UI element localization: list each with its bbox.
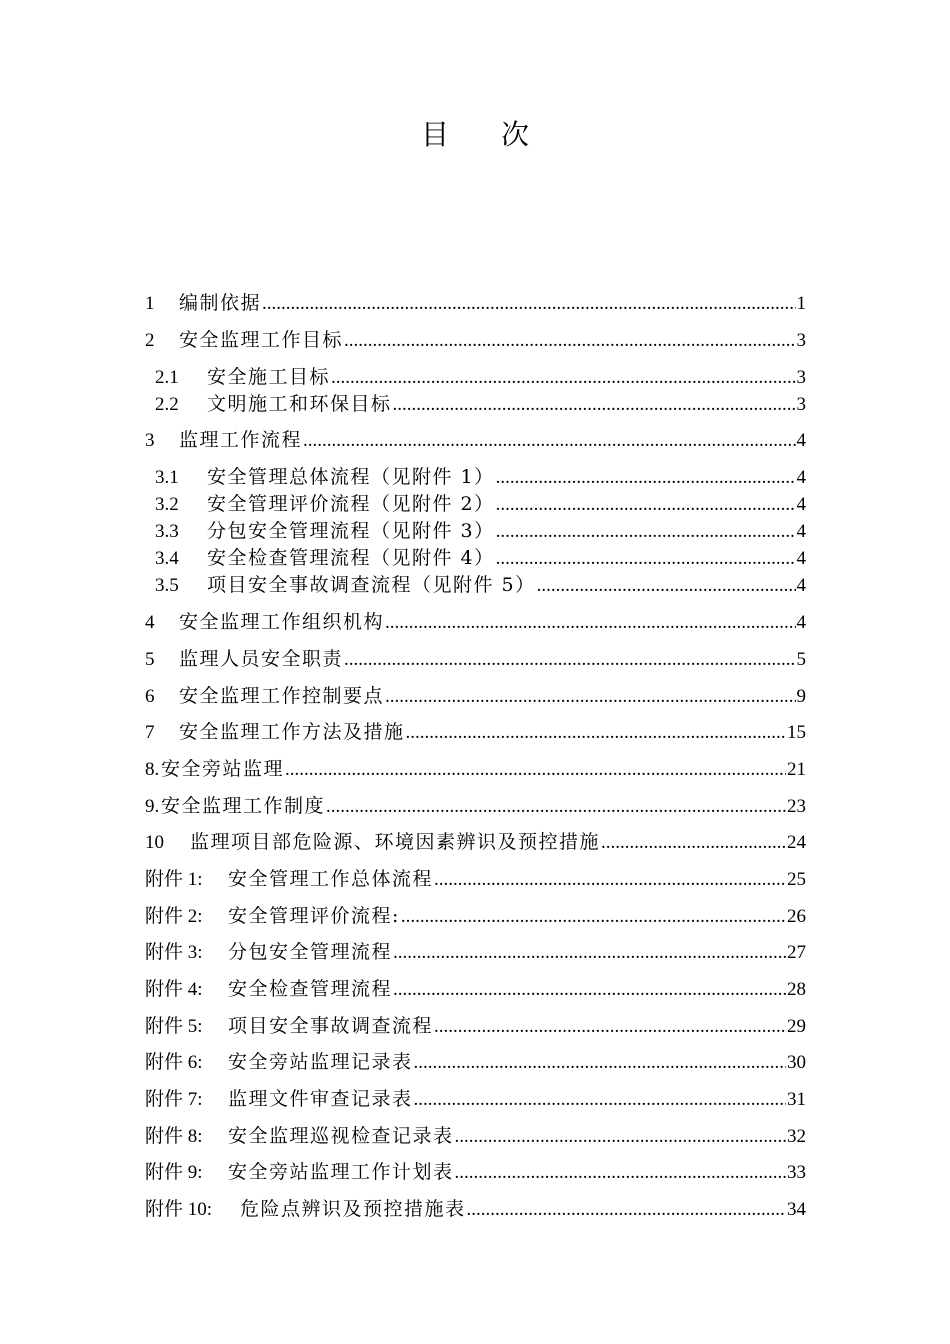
toc-label: 安全管理工作总体流程 (228, 868, 434, 890)
toc-leader (537, 573, 796, 599)
toc-entry[interactable] (155, 518, 806, 545)
toc-leader (344, 328, 795, 354)
toc-number: 附件 9: (145, 1162, 203, 1183)
toc-number: 附件 4: (145, 979, 203, 1000)
toc-entry[interactable] (155, 545, 806, 572)
toc-number: 7 (145, 722, 155, 743)
toc-label: 监理工作流程 (179, 429, 303, 451)
toc-label: 安全监理工作组织机构 (179, 611, 385, 633)
toc-label: 安全检查管理流程 (228, 978, 393, 1000)
toc-label: 安全监理工作制度 (161, 795, 326, 817)
toc-page: 26 (787, 906, 806, 927)
toc-page: 24 (787, 832, 806, 853)
toc-leader (385, 684, 795, 710)
toc-page: 34 (787, 1199, 806, 1220)
toc-page: 30 (787, 1052, 806, 1073)
toc-entry[interactable] (145, 1013, 806, 1040)
toc-page: 25 (787, 869, 806, 890)
toc-entry[interactable] (145, 866, 806, 893)
toc-label: 分包安全管理流程（见附件 3） (207, 520, 495, 542)
toc-page: 15 (787, 722, 806, 743)
toc-leader (467, 1197, 786, 1223)
toc-entry[interactable] (145, 719, 806, 746)
toc-leader (303, 428, 795, 454)
toc-leader (496, 465, 796, 491)
toc-leader (414, 1050, 786, 1076)
toc-leader (393, 977, 786, 1003)
toc-entry[interactable] (145, 1196, 806, 1223)
toc-page: 31 (787, 1089, 806, 1110)
toc-entry[interactable] (145, 756, 806, 783)
toc-label: 安全管理评价流程（见附件 2） (207, 493, 495, 515)
toc-label: 项目安全事故调查流程（见附件 5） (207, 574, 536, 596)
toc-entry[interactable] (145, 609, 806, 636)
toc-label: 危险点辨识及预控措施表 (240, 1198, 466, 1220)
toc-leader (331, 365, 795, 391)
toc-label: 监理文件审查记录表 (228, 1088, 413, 1110)
toc-page: 1 (796, 293, 806, 314)
toc-page: 27 (787, 942, 806, 963)
toc-label: 安全施工目标 (207, 366, 331, 388)
toc-number: 附件 1: (145, 869, 203, 890)
toc-number: 附件 5: (145, 1016, 203, 1037)
toc-number: 9. (145, 796, 160, 817)
toc-entry[interactable] (155, 491, 806, 518)
toc-number: 附件 3: (145, 942, 203, 963)
toc-page: 32 (787, 1126, 806, 1147)
toc-leader (496, 492, 796, 518)
toc-leader (455, 1124, 786, 1150)
toc-entry[interactable] (145, 646, 806, 673)
toc-label: 监理人员安全职责 (179, 648, 344, 670)
toc-number: 3.2 (155, 494, 179, 515)
toc-entry[interactable] (155, 391, 806, 418)
toc-number: 8. (145, 759, 160, 780)
toc-number: 附件 7: (145, 1089, 203, 1110)
toc-entry[interactable] (155, 464, 806, 491)
toc-number: 3 (145, 430, 155, 451)
toc-number: 1 (145, 293, 155, 314)
toc-page: 3 (796, 367, 806, 388)
toc-number: 3.5 (155, 575, 179, 596)
toc-page: 23 (787, 796, 806, 817)
toc-entry[interactable] (145, 793, 806, 820)
toc-label: 安全检查管理流程（见附件 4） (207, 547, 495, 569)
toc-page: 4 (796, 494, 806, 515)
toc-page: 4 (796, 575, 806, 596)
toc-entry[interactable] (155, 364, 806, 391)
toc-page: 3 (796, 394, 806, 415)
toc-entry[interactable] (145, 683, 806, 710)
toc-number: 附件 2: (145, 906, 203, 927)
toc-number: 5 (145, 649, 155, 670)
toc-leader (406, 720, 786, 746)
toc-entry[interactable] (145, 976, 806, 1003)
toc-entry[interactable] (145, 903, 806, 930)
toc-label: 文明施工和环保目标 (207, 393, 392, 415)
toc-label: 安全监理工作方法及措施 (179, 721, 405, 743)
toc-leader (401, 904, 786, 930)
toc-leader (262, 291, 795, 317)
toc-page: 28 (787, 979, 806, 1000)
toc-label: 安全管理评价流程: (228, 905, 400, 927)
toc-entry[interactable] (145, 290, 806, 317)
toc-leader (414, 1087, 786, 1113)
toc-leader (326, 794, 786, 820)
toc-page: 4 (796, 612, 806, 633)
toc-page: 4 (796, 548, 806, 569)
toc-number: 附件 10: (145, 1199, 213, 1220)
toc-leader (285, 757, 786, 783)
toc-number: 3.3 (155, 521, 179, 542)
toc-label: 安全旁站监理工作计划表 (228, 1161, 454, 1183)
title-char-1: 目 (420, 118, 449, 151)
toc-entry[interactable] (145, 829, 806, 856)
toc-leader (496, 546, 796, 572)
toc-entry[interactable] (145, 1159, 806, 1186)
toc-entry[interactable] (145, 1049, 806, 1076)
toc-label: 安全监理工作控制要点 (179, 685, 385, 707)
toc-page: 4 (796, 430, 806, 451)
toc-leader (385, 610, 795, 636)
toc-label: 项目安全事故调查流程 (228, 1015, 434, 1037)
toc-page: 4 (796, 521, 806, 542)
toc-number: 2 (145, 330, 155, 351)
toc-number: 3.1 (155, 467, 179, 488)
toc-label: 监理项目部危险源、环境因素辨识及预控措施 (190, 831, 601, 853)
toc-entry[interactable] (145, 1086, 806, 1113)
toc-leader (601, 830, 786, 856)
toc-page: 29 (787, 1016, 806, 1037)
toc-entry[interactable] (145, 1123, 806, 1150)
toc-page: 4 (796, 467, 806, 488)
toc-leader (344, 647, 795, 673)
toc-number: 4 (145, 612, 155, 633)
toc-label: 安全旁站监理记录表 (228, 1051, 413, 1073)
toc-leader (393, 940, 786, 966)
toc-leader (496, 519, 796, 545)
toc-page: 33 (787, 1162, 806, 1183)
toc-leader (434, 1014, 786, 1040)
toc-entry[interactable] (145, 327, 806, 354)
toc-label: 安全监理工作目标 (179, 329, 344, 351)
toc-label: 安全管理总体流程（见附件 1） (207, 466, 495, 488)
toc-number: 10 (145, 832, 164, 853)
toc-page: 5 (796, 649, 806, 670)
toc-leader (434, 867, 786, 893)
toc-page: 9 (796, 686, 806, 707)
toc-number: 3.4 (155, 548, 179, 569)
toc-entry[interactable] (145, 939, 806, 966)
toc-page: 3 (796, 330, 806, 351)
toc-entry[interactable] (145, 427, 806, 454)
toc-leader (393, 392, 796, 418)
toc-leader (455, 1160, 786, 1186)
toc-number: 附件 8: (145, 1126, 203, 1147)
toc-number: 2.1 (155, 367, 179, 388)
toc-label: 分包安全管理流程 (228, 941, 393, 963)
toc-number: 2.2 (155, 394, 179, 415)
toc-label: 编制依据 (179, 292, 262, 314)
title-char-2: 次 (501, 118, 530, 151)
toc-label: 安全监理巡视检查记录表 (228, 1125, 454, 1147)
toc-entry[interactable] (155, 572, 806, 599)
toc-label: 安全旁站监理 (161, 758, 285, 780)
toc-page: 21 (787, 759, 806, 780)
toc-number: 附件 6: (145, 1052, 203, 1073)
toc-number: 6 (145, 686, 155, 707)
